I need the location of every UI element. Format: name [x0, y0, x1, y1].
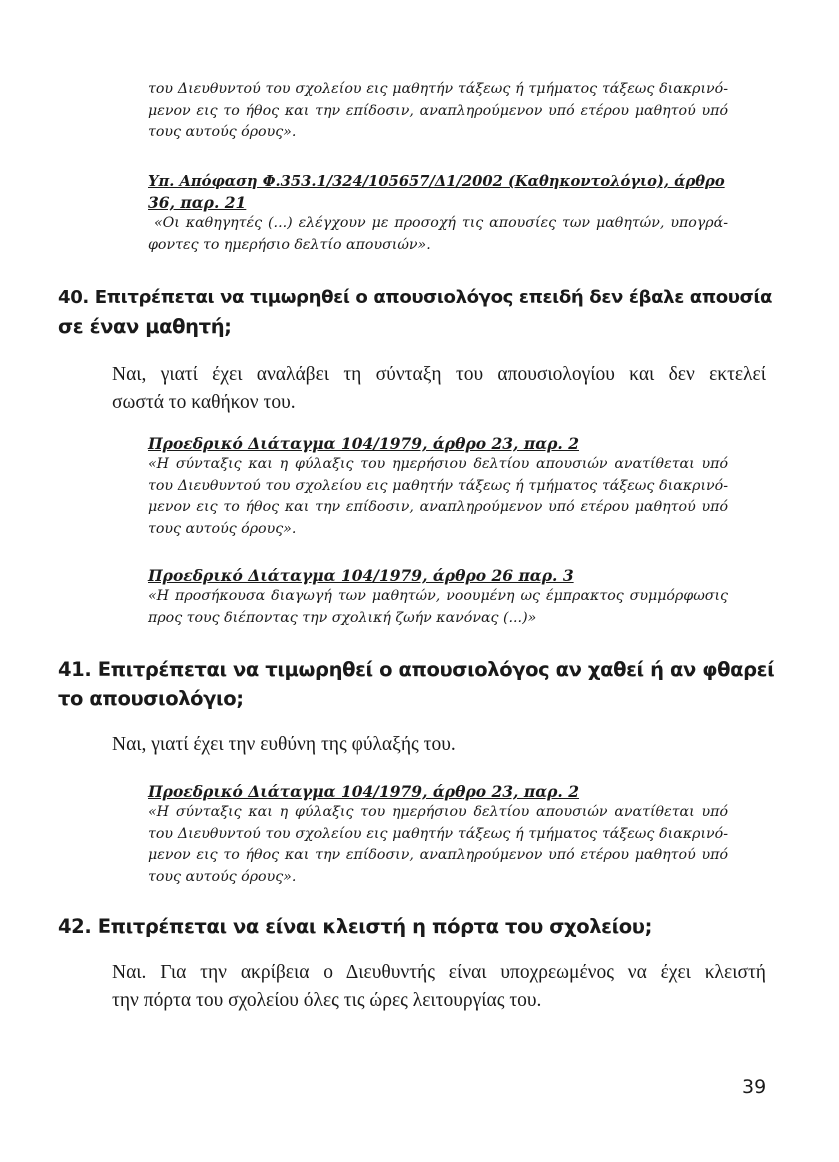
citation-title: 36, παρ. 21 — [148, 193, 247, 212]
citation-title: Υπ. Απόφαση Φ.353.1/324/105657/Δ1/2002 (Καθηκοντολόγιο), άρθρο — [148, 173, 725, 190]
answer-line: Ναι, γιατί έχει αναλάβει τη σύνταξη του απουσιολογίου και δεν εκτελεί — [112, 364, 766, 385]
citation-line: τους αυτούς όρους». — [148, 520, 297, 537]
citation-line: προς τους διέποντας την σχολική ζωήν κανόνας (...)» — [148, 609, 537, 626]
answer-40 — [112, 361, 766, 417]
answer-line: Ναι. Για την ακρίβεια ο Διευθυντής είναι υποχρεωμένος να έχει κλειστή — [112, 962, 766, 983]
quote-line: του Διευθυντού του σχολείου εις μαθητήν τάξεως ή τμήματος τάξεως διακρινό- — [148, 81, 728, 97]
citation-line: «Η σύνταξις και η φύλαξις του ημερήσιου δελτίου απουσιών ανατίθεται υπό — [148, 804, 728, 820]
citation-block — [148, 433, 728, 540]
answer-41 — [112, 731, 766, 759]
quote-line: μενον εις το ήθος και την επίδοσιν, αναπληρούμενον υπό ετέρου μαθητού υπό — [148, 102, 728, 119]
citation-title: Προεδρικό Διάταγμα 104/1979, άρθρο 23, παρ. 2 — [148, 782, 580, 801]
citation-line: «Οι καθηγητές (...) ελέγχουν με προσοχή τις απουσίες των μαθητών, υπογρά- — [148, 215, 728, 231]
question-line: 41. Επιτρέπεται να τιμωρηθεί ο απουσιολόγος αν χαθεί ή αν φθαρεί — [58, 658, 775, 681]
question-42 — [58, 912, 778, 941]
question-41 — [58, 655, 778, 713]
answer-42 — [112, 959, 766, 1015]
citation-line: του Διευθυντού του σχολείου εις μαθητήν τάξεως ή τμήματος τάξεως διακρινό- — [148, 825, 728, 842]
question-line: το απουσιολόγιο; — [58, 687, 244, 710]
question-40 — [58, 283, 778, 341]
citation-line: μενον εις το ήθος και την επίδοσιν, αναπληρούμενον υπό ετέρου μαθητού υπό — [148, 847, 728, 863]
quote-line: τους αυτούς όρους». — [148, 124, 297, 140]
question-line: 40. Επιτρέπεται να τιμωρηθεί ο απουσιολόγος επειδή δεν έβαλε απουσία — [58, 287, 773, 308]
quote-continuation — [148, 79, 728, 144]
citation-title: Προεδρικό Διάταγμα 104/1979, άρθρο 26 παρ. 3 — [148, 566, 574, 585]
answer-line: Ναι, γιατί έχει την ευθύνη της φύλαξής του. — [112, 734, 456, 755]
citation-block — [148, 565, 728, 629]
citation-block — [148, 781, 728, 888]
citation-line: «Η σύνταξις και η φύλαξις του ημερήσιου δελτίου απουσιών ανατίθεται υπό — [148, 456, 728, 472]
citation-line: φοντες το ημερήσιο δελτίο απουσιών». — [148, 236, 431, 253]
citation-line: του Διευθυντού του σχολείου εις μαθητήν τάξεως ή τμήματος τάξεως διακρινό- — [148, 477, 728, 494]
citation-line: τους αυτούς όρους». — [148, 868, 297, 885]
answer-line: την πόρτα του σχολείου όλες τις ώρες λειτουργίας του. — [112, 990, 542, 1011]
citation-line: μενον εις το ήθος και την επίδοσιν, αναπληρούμενον υπό ετέρου μαθητού υπό — [148, 499, 728, 515]
citation-line: «Η προσήκουσα διαγωγή των μαθητών, νοουμένη ως έμπρακτος συμμόρφωσις — [148, 588, 728, 604]
answer-line: σωστά το καθήκον του. — [112, 392, 296, 413]
question-line: 42. Επιτρέπεται να είναι κλειστή η πόρτα του σχολείου; — [58, 915, 652, 938]
page-number: 39 — [742, 1076, 767, 1098]
citation-block — [148, 171, 728, 256]
question-line: σε έναν μαθητή; — [58, 315, 232, 338]
citation-title: Προεδρικό Διάταγμα 104/1979, άρθρο 23, παρ. 2 — [148, 434, 580, 453]
